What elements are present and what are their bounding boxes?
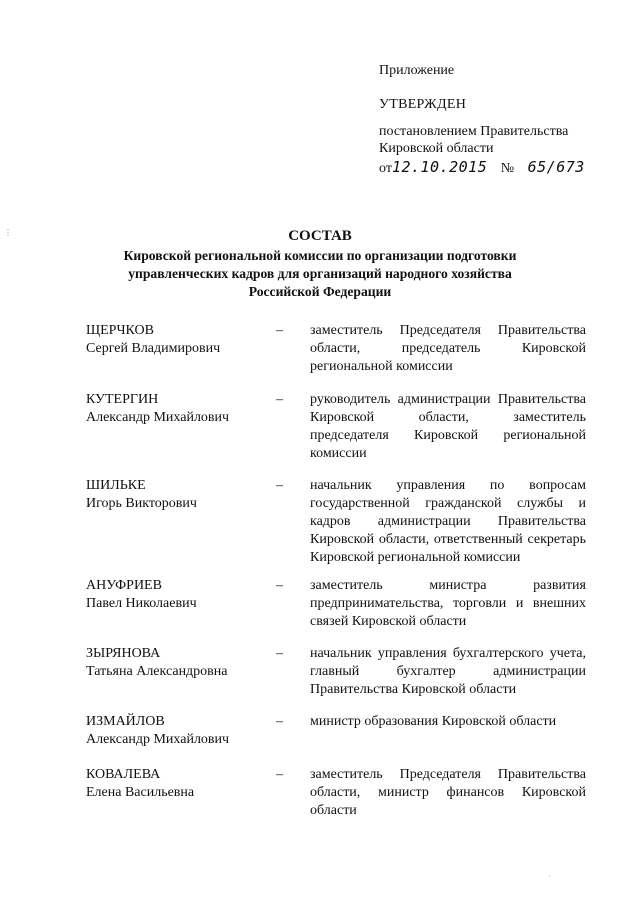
- decree-line-2: Кировской области: [379, 141, 494, 156]
- decree-text: [379, 123, 568, 157]
- appendix-label: Приложение: [379, 63, 455, 78]
- member-dash: –: [276, 714, 283, 729]
- scan-speck: ⋮: [4, 228, 12, 237]
- member-surname: КУТЕРГИН: [86, 392, 159, 407]
- member-name: [86, 766, 276, 802]
- decree-line-1: постановлением Правительства: [379, 124, 569, 139]
- member-name: [86, 322, 276, 358]
- approved-label: УТВЕРЖДЕН: [379, 97, 467, 112]
- member-name: [86, 713, 276, 749]
- member-given-name: Александр Михайлович: [86, 732, 230, 747]
- from-label: от: [379, 161, 392, 176]
- member-given-name: Сергей Владимирович: [86, 341, 221, 356]
- member-dash: –: [276, 392, 283, 407]
- member-name: [86, 391, 276, 427]
- document-title: СОСТАВ: [288, 228, 352, 244]
- member-dash: –: [276, 478, 283, 493]
- member-dash: –: [276, 646, 283, 661]
- member-given-name: Павел Николаевич: [86, 596, 197, 611]
- member-dash: –: [276, 767, 283, 782]
- member-dash: –: [276, 323, 283, 338]
- handwritten-number: 65/673: [527, 158, 585, 176]
- member-surname: ЩЕРЧКОВ: [86, 323, 154, 338]
- member-name: [86, 577, 276, 613]
- document-subtitle: Кировской региональной комиссии по организации подготовки управленческих кадров для организаций народного хозяйства Российской Федерации: [123, 248, 517, 299]
- member-surname: КОВАЛЕВА: [86, 767, 161, 782]
- member-surname: ЗЫРЯНОВА: [86, 646, 161, 661]
- handwritten-date: 12.10.2015: [391, 158, 488, 176]
- member-role: заместитель Председателя Правительства области, председатель Кировской региональной комиссии: [310, 323, 586, 374]
- member-given-name: Елена Васильевна: [86, 785, 195, 800]
- member-role: заместитель Председателя Правительства области, министр финансов Кировской области: [310, 767, 586, 818]
- member-given-name: Татьяна Александровна: [86, 664, 228, 679]
- member-role: заместитель министра развития предпринимательства, торговли и внешних связей Кировской области: [310, 578, 586, 629]
- member-given-name: Игорь Викторович: [86, 496, 197, 511]
- member-role: министр образования Кировской области: [310, 714, 557, 729]
- scan-speck: ·: [548, 872, 551, 881]
- decree-date-number: [379, 159, 585, 177]
- member-name: [86, 645, 276, 681]
- member-role: начальник управления бухгалтерского учета, главный бухгалтер администрации Правительства Кировской области: [310, 646, 586, 697]
- member-surname: ШИЛЬКЕ: [86, 478, 146, 493]
- number-label: №: [500, 161, 515, 176]
- member-role: начальник управления по вопросам государственной гражданской службы и кадров администрации Правительства Кировской области, ответственный секретарь Кировской региональной комиссии: [310, 478, 586, 565]
- member-given-name: Александр Михайлович: [86, 410, 230, 425]
- member-role: руководитель администрации Правительства Кировской области, заместитель председателя Кировской региональной комиссии: [310, 392, 586, 461]
- member-name: [86, 477, 276, 513]
- member-dash: –: [276, 578, 283, 593]
- member-surname: ИЗМАЙЛОВ: [86, 714, 165, 729]
- member-surname: АНУФРИЕВ: [86, 578, 162, 593]
